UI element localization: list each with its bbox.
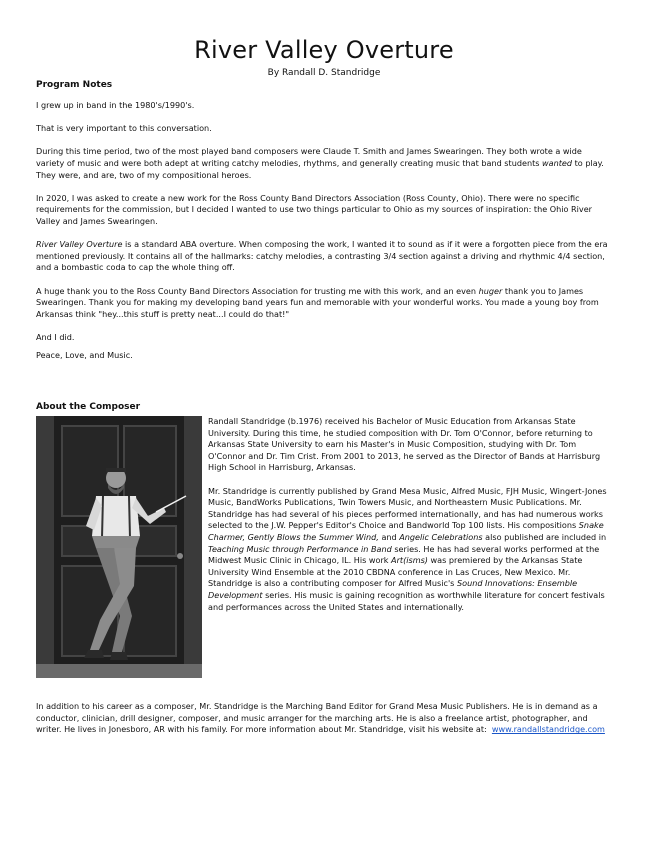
bio2-b: also published are included in	[485, 532, 607, 542]
notes-paragraph-8: Peace, Love, and Music.	[36, 350, 133, 361]
program-notes-heading: Program Notes	[36, 80, 113, 90]
composer-bio	[208, 416, 608, 678]
notes-paragraph-1: I grew up in band in the 1980's/1990's.	[36, 100, 195, 110]
notes-p3-emphasis: wanted	[542, 157, 573, 168]
notes-p5-text: is a standard ABA overture. When composing the work, I wanted it to sound as if it were a forgotten piece from the era mentioned previously. It contains all of the hallmarks: catchy melodies, a contrasting 3/4 section against a driving and rhythmic 4/4 section, and a bombastic coda to cap the whole thing off.	[36, 239, 608, 273]
bio2-em2: Angelic Celebrations	[399, 532, 483, 542]
notes-paragraph-3	[36, 146, 612, 181]
after-bio-text: In addition to his career as a composer, Mr. Standridge is the Marching Band Editor for Grand Mesa Music Publishers. He is in demand as a conductor, clinician, drill designer, composer, and music arranger for the marching arts. He is also a freelance artist, photographer, and writer. He lives in Jonesboro, AR with his family. For more information about Mr. Standridge, visit his website at:	[36, 701, 598, 735]
composer-section	[36, 416, 612, 678]
notes-paragraph-4: In 2020, I was asked to create a new work for the Ross County Band Directors Association (Ross County, Ohio). There were no specific requirements for the commission, but I decided I wanted to use two things particular to Ohio as my sources of inspiration: the Ohio River Valley and James Swearingen.	[36, 192, 593, 226]
bio2-em1: Snake Charmer, Gently Blows the Summer Wind,	[208, 520, 604, 542]
bio2-e: series. His music is gaining recognition as worthwhile literature for concert festivals and performances across the United States and internationally.	[208, 589, 605, 612]
composer-photo	[36, 416, 202, 678]
document-page	[36, 36, 612, 747]
notes-paragraph-7: And I did.	[36, 331, 75, 342]
notes-p3-text: During this time period, two of the most played band composers were Claude T. Smith and James Swearingen. They both wrote a wide variety of music and were both adept at writing catchy melodies, rhythms, and generally creating music that band students	[36, 146, 582, 168]
composer-photo-image	[36, 416, 202, 678]
notes-p6-emphasis: huger	[478, 285, 503, 296]
page-title: River Valley Overture	[194, 36, 454, 64]
bio2-d: was premiered by the Arkansas State University Wind Ensemble at the 2010 CBDNA conference in Las Cruces, New Mexico. Mr. Standridge is also a contributing composer for Alfred Music's	[208, 555, 583, 589]
notes-paragraph-2: That is very important to this conversation.	[36, 123, 212, 134]
website-link[interactable]: www.randallstandridge.com	[491, 724, 605, 735]
notes-p3-end: to play. They were, and are, two of my compositional heroes.	[36, 157, 604, 180]
notes-p6-a: A huge thank you to the Ross County Band Directors Association for trusting me with this work, and an even	[36, 285, 477, 296]
bio-paragraph-2	[208, 486, 608, 614]
bio-paragraph-1: Randall Standridge (b.1976) received his Bachelor of Music Education from Arkansas State University. During this time, he studied composition with Dr. Tom O'Connor, before returning to Arkansas State University to earn his Master's in Music Composition, studying with Dr. Tom O'Connor and Dr. Tim Crist. From 2001 to 2013, he served as the Director of Bands at Harrisburg High School in Harrisburg, Arkansas.	[208, 416, 601, 473]
bio2-a: Mr. Standridge is currently published by Grand Mesa Music, Alfred Music, FJH Music, Wingert-Jones Music, BandWorks Publications, Twin Towers Music, and Northeastern Music Publications. Mr. Standridge has had several of his pieces performed internationally, and has had numerous works selected to the J.W. Pepper's Editor's Choice and Bandworld Top 100 lists. His compositions	[208, 485, 607, 531]
bio2-em4: Art(isms)	[391, 555, 428, 566]
program-notes	[36, 100, 612, 362]
about-composer-heading: About the Composer	[36, 402, 141, 413]
bio2-and: and	[381, 532, 397, 542]
bio2-c: series. He has had several works performed at the Midwest Music Clinic in Chicago, IL. His work	[208, 543, 600, 566]
notes-paragraph-5	[36, 239, 612, 274]
bio2-em5: Sound Innovations: Ensemble Development	[208, 578, 578, 600]
notes-paragraph-6	[36, 286, 612, 321]
byline: By Randall D. Standridge	[267, 68, 381, 78]
after-bio-paragraph	[36, 701, 612, 736]
notes-p5-title: River Valley Overture	[36, 239, 123, 250]
bio2-em3: Teaching Music through Performance in Band	[208, 543, 392, 554]
notes-p6-b: thank you to James Swearingen. Thank you for making my developing band years fun and memorable with your wonderful works. You made a young boy from Arkansas think "hey...this stuff is pretty neat...I could do that!"	[36, 285, 599, 319]
